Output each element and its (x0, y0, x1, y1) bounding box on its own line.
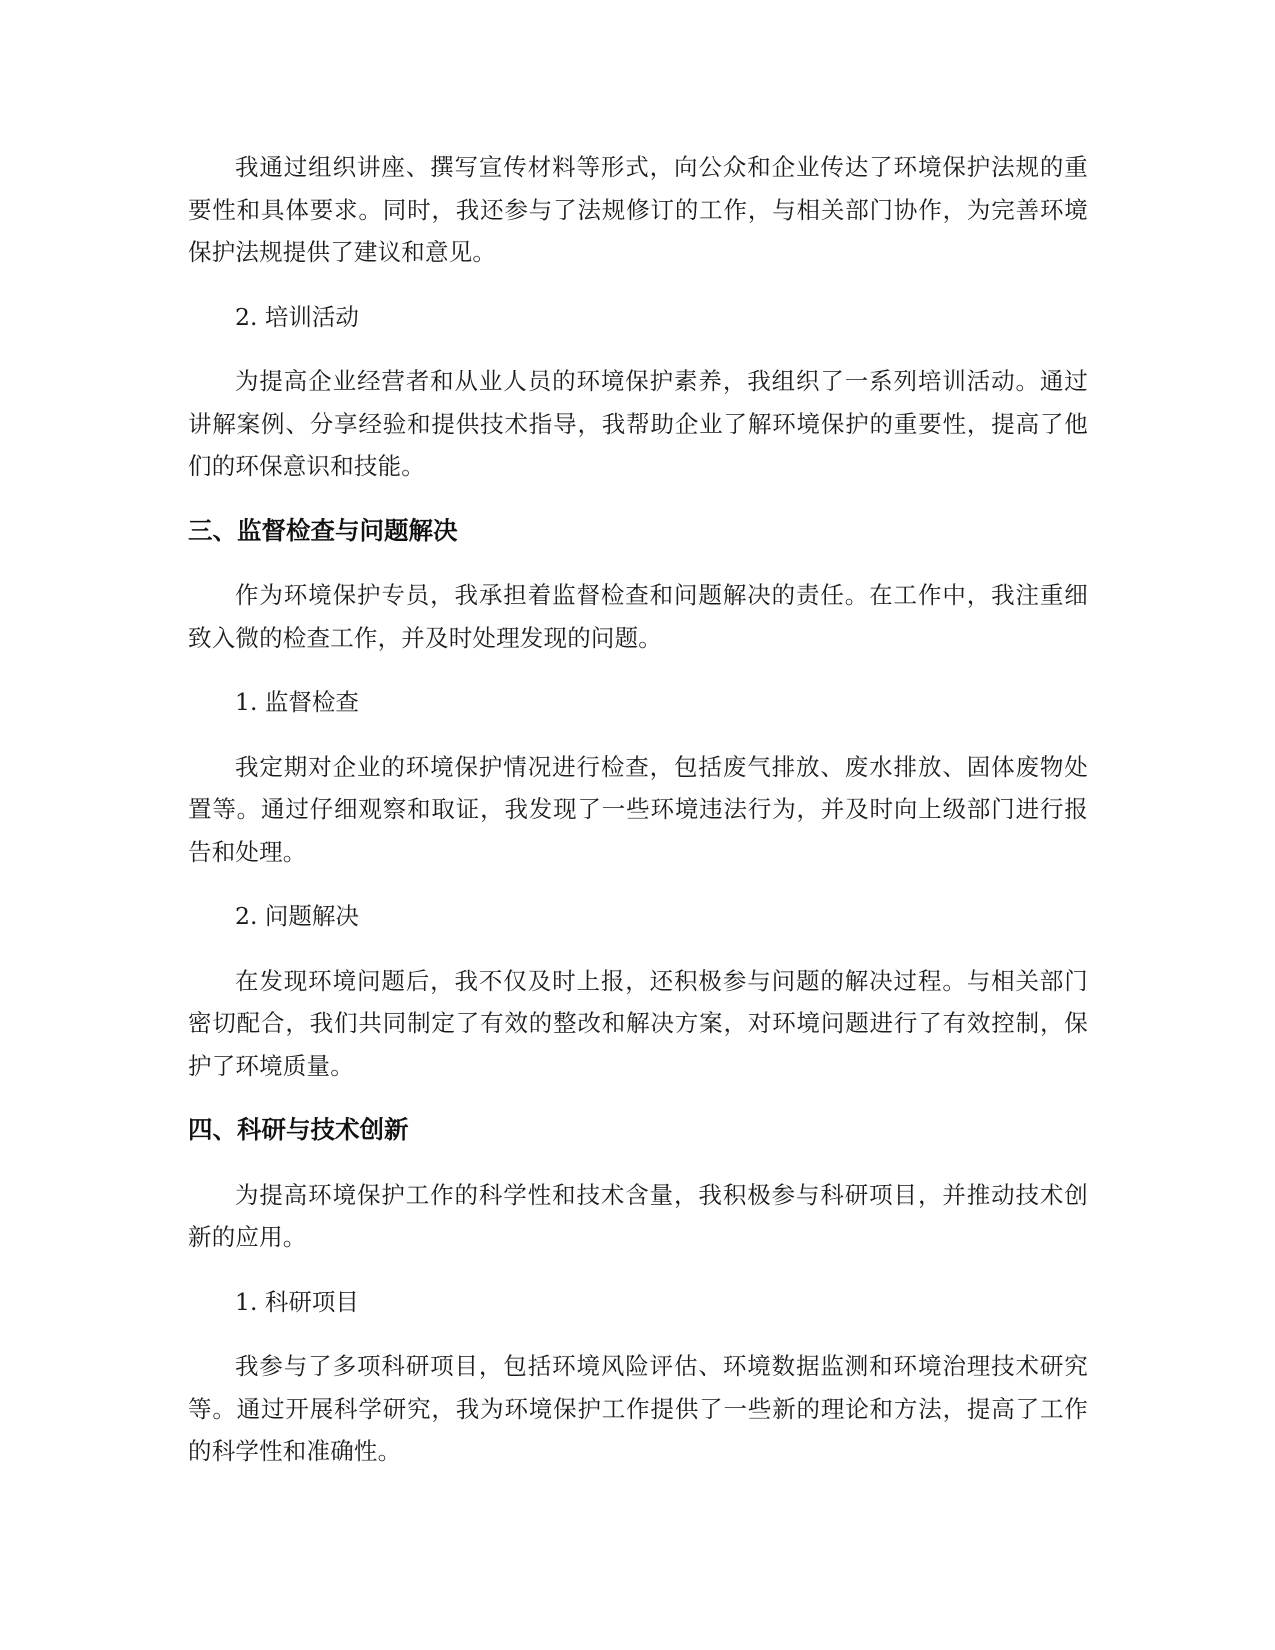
paragraph-supervision-intro: 作为环境保护专员，我承担着监督检查和问题解决的责任。在工作中，我注重细致入微的检查工作，并及时处理发现的问题。 (188, 581, 1088, 652)
paragraph-regulation-publicity: 我通过组织讲座、撰写宣传材料等形式，向公众和企业传达了环境保护法规的重要性和具体要求。同时，我还参与了法规修订的工作，与相关部门协作，为完善环境保护法规提供了建议和意见。 (188, 153, 1088, 266)
paragraph-problem-solving: 在发现环境问题后，我不仅及时上报，还积极参与问题的解决过程。与相关部门密切配合，我们共同制定了有效的整改和解决方案，对环境问题进行了有效控制，保护了环境质量。 (188, 966, 1088, 1080)
subheading-inspection: 1. 监督检查 (235, 688, 359, 716)
paragraph-training: 为提高企业经营者和从业人员的环境保护素养，我组织了一系列培训活动。通过讲解案例、分享经验和提供技术指导，我帮助企业了解环境保护的重要性，提高了他们的环保意识和技能。 (188, 367, 1088, 480)
document-body (188, 146, 1088, 1495)
paragraph-research-intro: 为提高环境保护工作的科学性和技术含量，我积极参与科研项目，并推动技术创新的应用。 (188, 1180, 1088, 1251)
paragraph-inspection: 我定期对企业的环境保护情况进行检查，包括废气排放、废水排放、固体废物处置等。通过仔细观察和取证，我发现了一些环境违法行为，并及时向上级部门进行报告和处理。 (188, 752, 1088, 866)
subheading-research-projects: 1. 科研项目 (235, 1287, 359, 1316)
section-heading-research: 四、科研与技术创新 (188, 1115, 409, 1144)
subheading-training: 2. 培训活动 (235, 302, 359, 331)
section-heading-supervision: 三、监督检查与问题解决 (188, 515, 458, 545)
subheading-problem-solving: 2. 问题解决 (235, 902, 359, 930)
paragraph-research-projects: 我参与了多项科研项目，包括环境风险评估、环境数据监测和环境治理技术研究等。通过开展科学研究，我为环境保护工作提供了一些新的理论和方法，提高了工作的科学性和准确性。 (188, 1352, 1088, 1465)
